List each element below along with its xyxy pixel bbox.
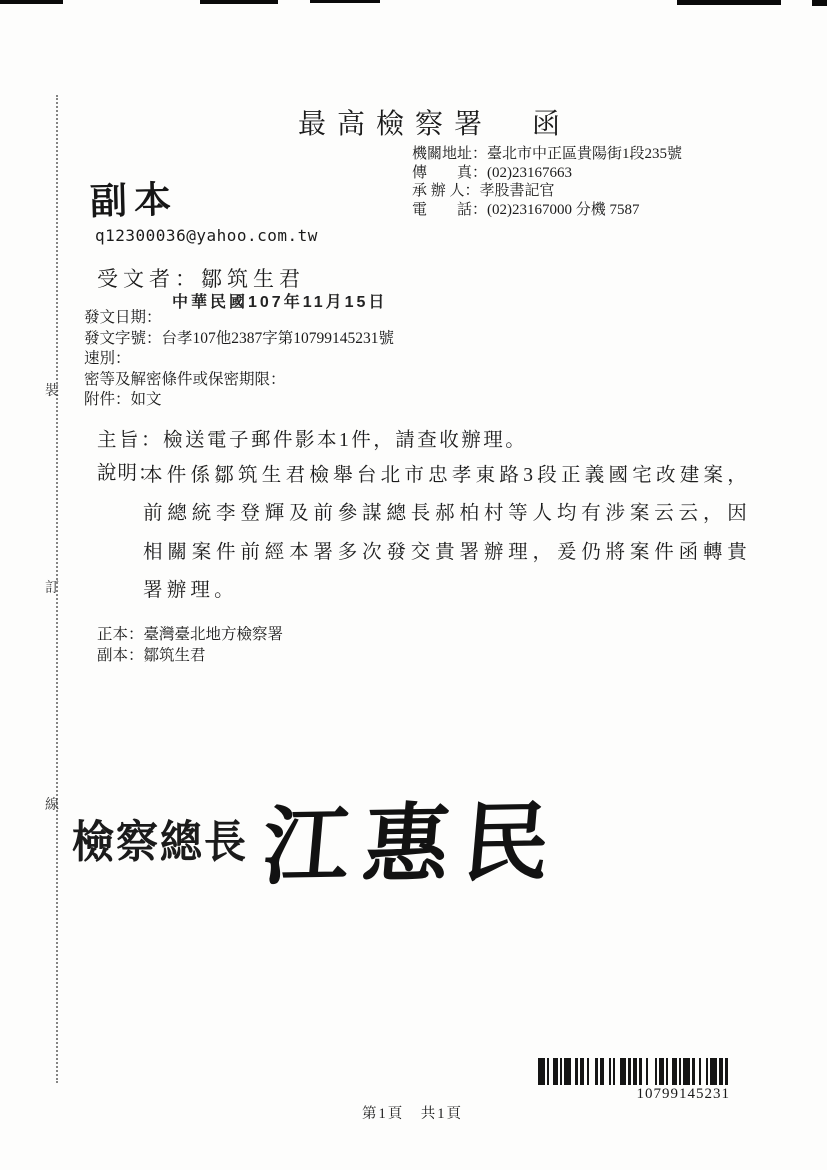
classification-label: 密等及解密條件或保密期限：: [84, 370, 286, 388]
scan-artifact: [200, 0, 278, 4]
agency-clerk-row: [412, 182, 682, 201]
description-label: 說明：: [97, 463, 159, 484]
agency-fax-value: (02)23167663: [487, 164, 573, 181]
original-row: [97, 624, 283, 645]
copy-stamp: 副本: [89, 179, 179, 224]
issue-date-label: 發文日期：: [84, 309, 162, 326]
attachment-value: 如文: [130, 391, 162, 409]
sender-email: q12300036@yahoo.com.tw: [95, 226, 318, 245]
doc-number-label: 發文字號：: [84, 329, 162, 347]
date-stamp: 中華民國107年11月15日: [172, 294, 388, 311]
scan-artifact: [677, 0, 781, 5]
original-label: 正本：: [97, 626, 144, 643]
subject-text: 檢送電子郵件影本1件，請查收辦理。: [163, 430, 528, 451]
agency-address-row: [412, 145, 682, 164]
priority-label: 速別：: [84, 350, 131, 368]
attachment-row: [84, 390, 394, 411]
priority-row: [84, 349, 394, 370]
agency-clerk-label: 承 辦 人：: [412, 183, 480, 199]
subject-line: [97, 424, 527, 452]
binding-mark-zhuang: 裝: [45, 384, 59, 399]
agency-phone-label: 電 話：: [412, 201, 488, 218]
barcode-number: 10799145231: [636, 1086, 730, 1102]
cc-value: 鄒筑生君: [143, 647, 206, 664]
doc-number-row: [84, 329, 394, 350]
recipient-name: 鄒筑生君: [201, 267, 305, 291]
subject-label: 主旨：: [97, 430, 164, 451]
doc-number-value: 台孝107他2387字第10799145231號: [161, 329, 395, 347]
classification-row: [84, 370, 394, 391]
agency-phone-row: [412, 201, 682, 220]
document-title: 最高檢察署 函: [298, 109, 572, 140]
agency-address-label: 機關地址：: [412, 146, 488, 162]
recipient-label: 受文者：: [97, 267, 201, 291]
agency-fax-label: 傳 真：: [412, 164, 488, 181]
cc-row: [97, 645, 283, 666]
signer-title: 檢察總長: [72, 819, 249, 868]
cc-label: 副本：: [97, 647, 144, 664]
issue-date-row: [84, 308, 394, 329]
distribution-block: [97, 624, 283, 666]
scan-artifact: [812, 0, 827, 6]
original-value: 臺灣臺北地方檢察署: [143, 626, 284, 643]
barcode-block: [538, 1058, 730, 1103]
page-footer: 第1頁 共1頁: [362, 1106, 463, 1122]
agency-phone-value: (02)23167000 分機 7587: [487, 201, 640, 218]
agency-address-value: 臺北市中正區貴陽街1段235號: [487, 146, 683, 162]
binding-mark-xian: 線: [45, 798, 59, 813]
agency-contact-block: [412, 145, 682, 219]
description-text: 本件係鄒筑生君檢舉台北市忠孝東路3段正義國宅改建案，前總統李登輝及前參謀總長郝柏村等人均有涉案云云，因相關案件前經本署多次發交貴署辦理，爰仍將案件函轉貴署辦理。: [143, 465, 751, 602]
meta-block: [84, 308, 394, 411]
scan-artifact: [0, 0, 63, 4]
binding-mark-ding: 訂: [45, 581, 59, 596]
barcode-image: [538, 1058, 730, 1085]
attachment-label: 附件：: [84, 391, 131, 409]
agency-fax-row: [412, 164, 682, 183]
signer-signature: 江惠民: [258, 794, 568, 896]
scan-artifact: [310, 0, 380, 3]
signature-block: [72, 775, 568, 899]
agency-clerk-value: 孝股書記官: [479, 183, 555, 199]
